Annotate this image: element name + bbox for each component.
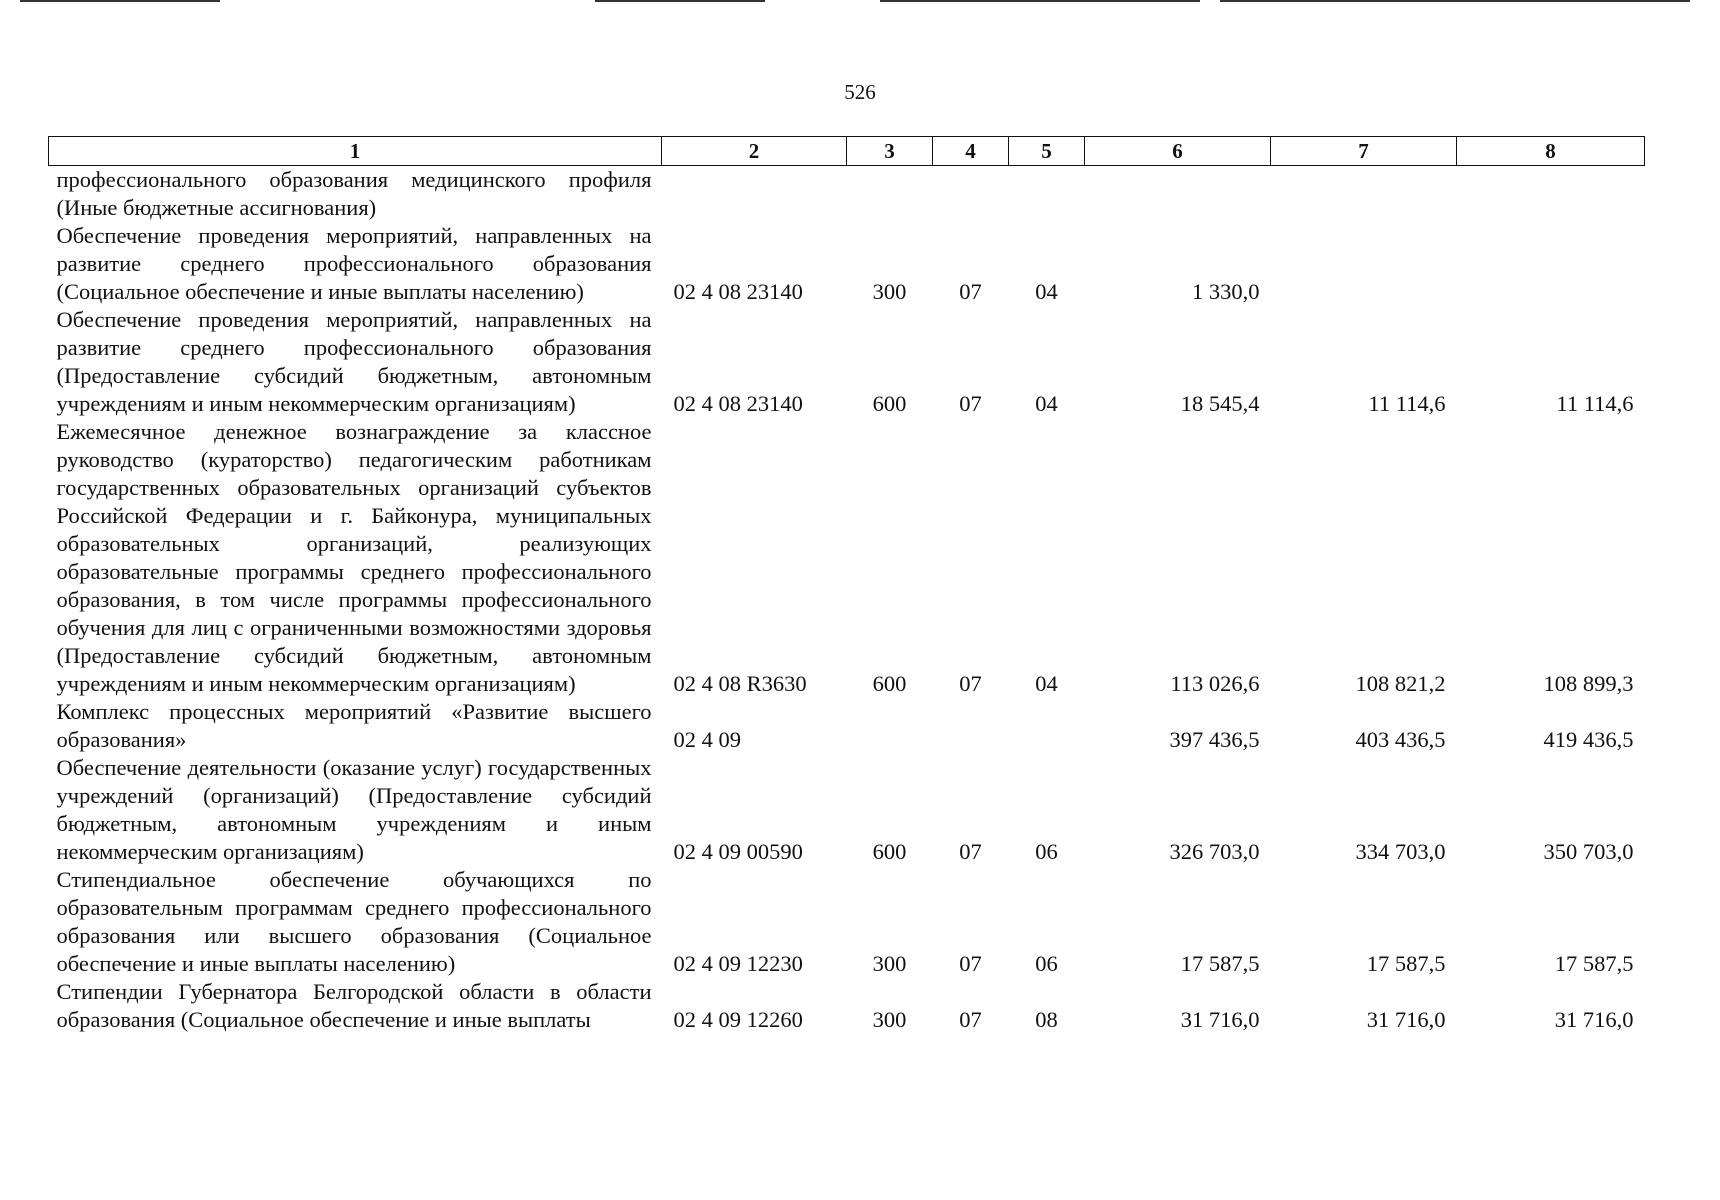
row-subsection: 04 bbox=[1035, 391, 1058, 416]
row-description: Комплекс процессных мероприятий «Развитие высшего образования» bbox=[56, 699, 652, 752]
row-code: 02 4 09 bbox=[673, 727, 741, 752]
row-subsection: 06 bbox=[1035, 951, 1058, 976]
table-row bbox=[49, 698, 1645, 754]
page-number: 526 bbox=[844, 80, 876, 104]
row-description: Обеспечение проведения мероприятий, направленных на развитие среднего профессионального образования (Предоставление субсидий бюджетным, автономным учреждениям и иным некоммерческим организациям) bbox=[56, 307, 652, 416]
row-value-col7: 11 114,6 bbox=[1368, 391, 1446, 416]
table-body bbox=[49, 166, 1645, 1035]
row-section bbox=[933, 698, 1009, 754]
table-row bbox=[49, 754, 1645, 866]
header-col-3: 3 bbox=[847, 137, 933, 166]
row-section: 07 bbox=[959, 1007, 982, 1032]
row-section: 07 bbox=[959, 391, 982, 416]
row-code: 02 4 08 23140 bbox=[673, 279, 803, 304]
row-value-col6: 397 436,5 bbox=[1169, 727, 1260, 752]
row-value-col8: 31 716,0 bbox=[1554, 1007, 1634, 1032]
row-value-col8 bbox=[1457, 166, 1645, 223]
row-code: 02 4 08 23140 bbox=[673, 391, 803, 416]
row-section: 07 bbox=[959, 279, 982, 304]
header-col-6: 6 bbox=[1085, 137, 1271, 166]
row-value-col8: 108 899,3 bbox=[1543, 671, 1634, 696]
table-row bbox=[49, 166, 1645, 223]
row-value-col8: 350 703,0 bbox=[1543, 839, 1634, 864]
row-description: Ежемесячное денежное вознаграждение за классное руководство (кураторство) педагогическим работникам государственных образовательных организаций субъектов Российской Федерации и г. Байконура, муниципальных образовательных организаций, реализующих образовательные программы среднего профессионального образования, в том числе программы профессионального обучения для лиц с ограниченными возможностями здоровья (Предоставление субсидий бюджетным, автономным учреждениям и иным некоммерческим организациям) bbox=[56, 419, 652, 696]
scan-edge-right bbox=[880, 0, 1200, 2]
row-value-col6: 1 330,0 bbox=[1192, 279, 1260, 304]
row-expense-type: 300 bbox=[872, 279, 907, 304]
row-value-col8: 17 587,5 bbox=[1554, 951, 1634, 976]
row-section bbox=[933, 166, 1009, 223]
header-col-4: 4 bbox=[933, 137, 1009, 166]
row-section: 07 bbox=[959, 839, 982, 864]
table-row bbox=[49, 866, 1645, 978]
row-code: 02 4 09 00590 bbox=[673, 839, 803, 864]
row-subsection: 04 bbox=[1035, 671, 1058, 696]
row-description: Стипендии Губернатора Белгородской области в области образования (Социальное обеспечение и иные выплаты bbox=[56, 979, 652, 1032]
table-row bbox=[49, 306, 1645, 418]
row-expense-type: 600 bbox=[872, 839, 907, 864]
row-section: 07 bbox=[959, 671, 982, 696]
scan-edge-left bbox=[20, 0, 220, 2]
row-description: Обеспечение деятельности (оказание услуг) государственных учреждений (организаций) (Предоставление субсидий бюджетным, автономным учреждениям и иным некоммерческим организациям) bbox=[56, 755, 652, 864]
row-value-col7: 31 716,0 bbox=[1366, 1007, 1446, 1032]
row-value-col7 bbox=[1271, 166, 1457, 223]
scan-edge-mid bbox=[595, 0, 765, 2]
table-row bbox=[49, 418, 1645, 698]
row-value-col6: 326 703,0 bbox=[1169, 839, 1260, 864]
row-expense-type: 600 bbox=[872, 391, 907, 416]
row-value-col7: 17 587,5 bbox=[1366, 951, 1446, 976]
row-subsection: 06 bbox=[1035, 839, 1058, 864]
row-value-col6: 113 026,6 bbox=[1170, 671, 1260, 696]
header-col-2: 2 bbox=[662, 137, 847, 166]
table-row bbox=[49, 222, 1645, 306]
row-subsection: 08 bbox=[1035, 1007, 1058, 1032]
row-value-col6: 17 587,5 bbox=[1180, 951, 1260, 976]
row-section: 07 bbox=[959, 951, 982, 976]
row-expense-type bbox=[847, 698, 933, 754]
row-expense-type: 600 bbox=[872, 671, 907, 696]
scan-edge-far-right bbox=[1220, 0, 1690, 2]
row-value-col7: 334 703,0 bbox=[1355, 839, 1446, 864]
header-col-7: 7 bbox=[1271, 137, 1457, 166]
header-col-5: 5 bbox=[1009, 137, 1085, 166]
row-code: 02 4 08 R3630 bbox=[673, 671, 807, 696]
budget-table bbox=[48, 136, 1645, 1034]
header-col-1: 1 bbox=[49, 137, 662, 166]
row-value-col7: 403 436,5 bbox=[1355, 727, 1446, 752]
table-row bbox=[49, 978, 1645, 1034]
row-expense-type bbox=[847, 166, 933, 223]
row-value-col6: 18 545,4 bbox=[1180, 391, 1260, 416]
row-expense-type: 300 bbox=[872, 951, 907, 976]
row-description: профессионального образования медицинского профиля (Иные бюджетные ассигнования) bbox=[56, 167, 652, 220]
row-value-col7 bbox=[1271, 222, 1457, 306]
row-value-col8 bbox=[1457, 222, 1645, 306]
row-subsection bbox=[1009, 166, 1085, 223]
row-subsection: 04 bbox=[1035, 279, 1058, 304]
row-expense-type: 300 bbox=[872, 1007, 907, 1032]
row-description: Обеспечение проведения мероприятий, направленных на развитие среднего профессионального образования (Социальное обеспечение и иные выплаты населению) bbox=[56, 223, 652, 304]
row-value-col8: 419 436,5 bbox=[1543, 727, 1634, 752]
row-value-col6 bbox=[1085, 166, 1271, 223]
row-description: Стипендиальное обеспечение обучающихся по образовательным программам среднего профессионального образования или высшего образования (Социальное обеспечение и иные выплаты населению) bbox=[56, 867, 652, 976]
row-value-col8: 11 114,6 bbox=[1556, 391, 1634, 416]
row-value-col6: 31 716,0 bbox=[1180, 1007, 1260, 1032]
row-code: 02 4 09 12230 bbox=[673, 951, 803, 976]
header-row bbox=[49, 137, 1645, 166]
row-code bbox=[662, 166, 847, 223]
row-code: 02 4 09 12260 bbox=[673, 1007, 803, 1032]
row-value-col7: 108 821,2 bbox=[1355, 671, 1446, 696]
header-col-8: 8 bbox=[1457, 137, 1645, 166]
row-subsection bbox=[1009, 698, 1085, 754]
